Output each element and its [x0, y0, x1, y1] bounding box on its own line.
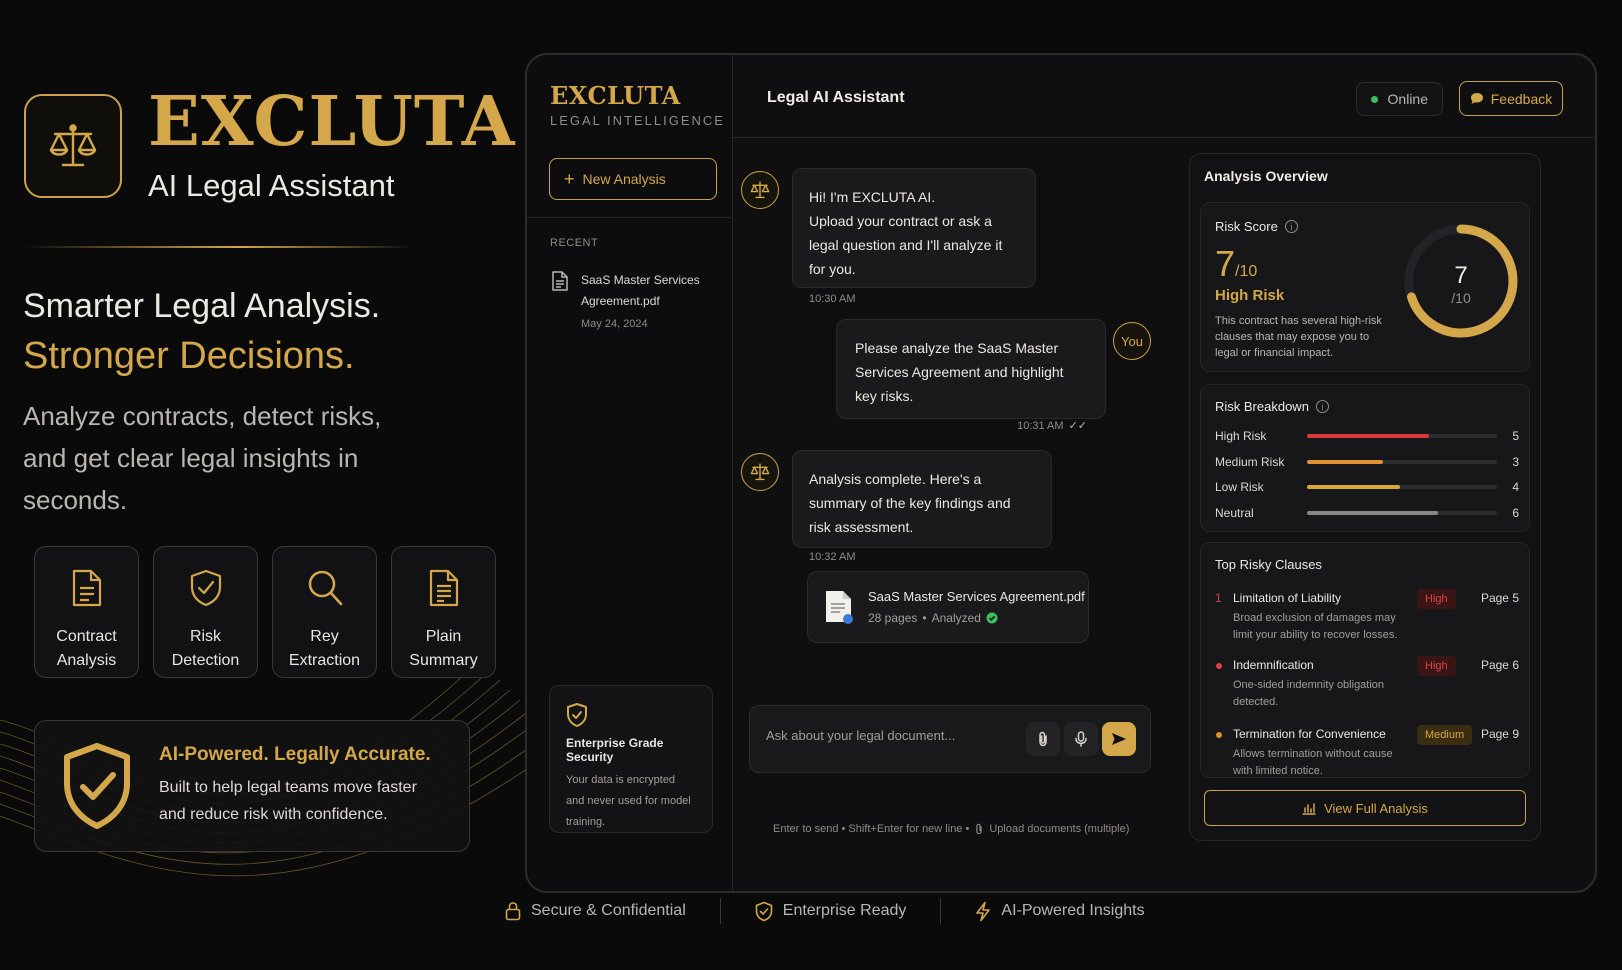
risk-score-header — [1215, 219, 1298, 234]
chat-bubble-icon — [1470, 92, 1484, 105]
clause-item[interactable] — [1215, 591, 1519, 641]
scales-icon — [749, 461, 771, 483]
severity-badge: High — [1417, 589, 1456, 609]
footer-label: Enterprise Ready — [782, 902, 907, 919]
breakdown-row — [1215, 478, 1519, 496]
user-message — [836, 319, 1106, 432]
message-text: Analysis complete. Here's a summary of the key findings and risk assessment. — [809, 471, 1011, 535]
risk-score-label: Risk Score — [1215, 219, 1278, 234]
gauge-value: 7 — [1454, 262, 1468, 289]
shield-check-icon — [566, 702, 588, 728]
feature-contract-analysis — [34, 546, 139, 678]
message-composer — [749, 705, 1151, 773]
footer-item-insights — [975, 901, 1144, 922]
scales-icon — [45, 118, 101, 174]
risky-clauses-label: Top Risky Clauses — [1215, 557, 1322, 572]
info-icon[interactable]: i — [1316, 400, 1329, 413]
file-name: SaaS Master Services Agreement.pdf — [868, 589, 1085, 604]
feature-list — [34, 546, 496, 678]
view-full-label: View Full Analysis — [1324, 800, 1428, 816]
breakdown-value: 6 — [1512, 505, 1519, 520]
breakdown-track — [1307, 485, 1497, 489]
info-icon[interactable]: i — [1285, 220, 1298, 233]
new-analysis-button[interactable] — [549, 158, 717, 200]
brand-subtitle: AI Legal Assistant — [148, 168, 395, 203]
document-icon — [71, 568, 103, 608]
paperclip-icon — [974, 823, 984, 835]
magnifier-icon — [306, 568, 344, 608]
risk-level: High Risk — [1215, 287, 1285, 304]
lightning-icon — [975, 901, 991, 922]
upload-documents-link[interactable]: Upload documents (multiple) — [989, 823, 1130, 835]
breakdown-bar — [1307, 511, 1438, 515]
analysis-title: Analysis Overview — [1204, 168, 1328, 184]
new-analysis-label: New Analysis — [582, 171, 666, 187]
double-check-icon: ✓✓ — [1068, 420, 1087, 432]
orange-dot-icon — [1216, 732, 1222, 738]
recent-item-date: May 24, 2024 — [581, 318, 648, 330]
brand-name: EXCLUTA — [148, 82, 516, 162]
clause-page: Page 6 — [1480, 658, 1519, 672]
scales-icon — [749, 179, 771, 201]
microphone-button[interactable] — [1064, 722, 1098, 756]
risk-breakdown-label: Risk Breakdown — [1215, 399, 1309, 414]
clause-item[interactable] — [1215, 727, 1519, 777]
clause-title: Indemnification — [1233, 658, 1314, 672]
recent-item[interactable] — [551, 270, 701, 330]
status-text: Online — [1387, 91, 1428, 107]
breakdown-label: Neutral — [1215, 505, 1254, 520]
meta-separator: • — [922, 611, 927, 625]
breakdown-bar — [1307, 460, 1383, 464]
message-time-row — [855, 414, 1087, 438]
message-text: Please analyze the SaaS Master Services Agreement and highlight key risks. — [855, 340, 1064, 404]
breakdown-label: Medium Risk — [1215, 454, 1285, 469]
gauge-max: /10 — [1451, 290, 1471, 306]
breakdown-label: High Risk — [1215, 429, 1267, 443]
breakdown-value: 5 — [1512, 429, 1519, 443]
breakdown-bar — [1307, 434, 1429, 438]
headline-line1: Smarter Legal Analysis. — [23, 287, 381, 325]
attached-file-card[interactable] — [807, 571, 1089, 643]
page-title: Legal AI Assistant — [767, 89, 905, 106]
logo — [24, 94, 122, 198]
message-time: 10:31 AM — [1017, 420, 1064, 432]
red-dot-icon — [1216, 663, 1222, 669]
brand-header — [24, 82, 516, 204]
recent-label: RECENT — [550, 237, 599, 249]
promo-card — [34, 720, 470, 852]
risk-breakdown-card — [1200, 384, 1530, 532]
composer-hint — [773, 823, 1129, 835]
tagline: Analyze contracts, detect risks, and get clear legal insights in seconds. — [23, 401, 382, 515]
ai-message — [792, 168, 1036, 305]
message-time: 10:32 AM — [809, 551, 856, 563]
clause-page: Page 5 — [1480, 591, 1519, 605]
user-avatar: You — [1113, 322, 1151, 360]
clause-title: Limitation of Liability — [1233, 591, 1342, 605]
divider — [24, 246, 414, 248]
breakdown-value: 3 — [1512, 454, 1519, 469]
sidebar-brand — [550, 81, 725, 128]
breakdown-track — [1307, 434, 1497, 438]
score-max: /10 — [1235, 263, 1258, 280]
clause-item[interactable] — [1215, 658, 1519, 708]
clause-description: One-sided indemnity obligation detected. — [1233, 679, 1385, 708]
sidebar — [527, 55, 733, 891]
score-value: 7 — [1215, 243, 1236, 284]
score-value-row — [1215, 243, 1257, 285]
sidebar-brand-sub: LEGAL INTELLIGENCE — [550, 113, 725, 128]
clause-description: Broad exclusion of damages may limit your ability to recover losses. — [1233, 612, 1398, 641]
feature-label: Contract Analysis — [56, 628, 117, 669]
breakdown-track — [1307, 511, 1497, 515]
sidebar-brand-name: EXCLUTA — [550, 81, 681, 110]
shield-check-icon — [755, 901, 773, 922]
severity-badge: High — [1417, 656, 1456, 676]
app-window — [525, 53, 1597, 893]
footer-item-enterprise — [755, 901, 907, 922]
security-card — [549, 685, 713, 833]
message-text: Upload your contract or ask a legal question and I'll analyze it for you. — [809, 213, 1003, 277]
feedback-button[interactable] — [1459, 81, 1563, 116]
footer-label: Secure & Confidential — [531, 902, 686, 919]
analysis-panel — [1189, 153, 1541, 841]
document-lines-icon — [428, 568, 460, 608]
file-status: Analyzed — [931, 611, 981, 625]
check-circle-icon — [986, 612, 998, 624]
hint-send-text: Enter to send • Shift+Enter for new line • — [773, 823, 970, 835]
attach-button[interactable] — [1026, 722, 1060, 756]
feature-plain-summary — [391, 546, 496, 678]
clause-number: 1 — [1215, 591, 1222, 605]
footer-separator — [940, 898, 941, 924]
breakdown-row — [1215, 453, 1519, 471]
breakdown-value: 4 — [1512, 480, 1519, 494]
breakdown-row — [1215, 504, 1519, 522]
pdf-file-icon — [824, 589, 854, 625]
risk-gauge — [1401, 221, 1521, 341]
risk-breakdown-header — [1215, 399, 1329, 414]
shield-check-icon — [188, 568, 224, 608]
file-icon — [551, 270, 569, 292]
risky-clauses-card — [1200, 542, 1530, 778]
feature-risk-detection — [153, 546, 258, 678]
file-pages: 28 pages — [868, 611, 918, 625]
status-badge — [1356, 82, 1443, 116]
shield-check-icon — [61, 741, 133, 831]
top-bar — [733, 55, 1595, 138]
promo-description: Built to help legal teams move faster and reduce risk with confidence. — [159, 779, 417, 823]
message-time: 10:30 AM — [809, 293, 856, 305]
severity-badge: Medium — [1417, 725, 1472, 745]
security-title: Enterprise Grade Security — [566, 736, 664, 764]
file-meta — [868, 611, 1085, 625]
promo-title: AI-Powered. Legally Accurate. — [159, 744, 431, 765]
send-button[interactable] — [1102, 722, 1136, 756]
message-input[interactable] — [766, 724, 1016, 746]
feature-label: Plain Summary — [409, 628, 478, 669]
online-dot-icon — [1371, 96, 1378, 103]
headline-line2: Stronger Decisions. — [23, 335, 355, 377]
footer-item-secure — [505, 901, 686, 921]
send-arrow-icon — [1111, 732, 1127, 746]
lock-icon — [505, 901, 521, 921]
feature-key-extraction — [272, 546, 377, 678]
security-description: Your data is encrypted and never used for model training. — [566, 774, 691, 828]
feedback-label: Feedback — [1490, 90, 1553, 107]
breakdown-label: Low Risk — [1215, 480, 1264, 494]
plus-icon: + — [564, 169, 575, 189]
feature-label: Risk Detection — [171, 628, 240, 669]
breakdown-track — [1307, 460, 1497, 464]
clause-title: Termination for Convenience — [1233, 727, 1386, 741]
footer-separator — [720, 898, 721, 924]
risk-score-card — [1200, 202, 1530, 372]
message-text: Hi! I'm EXCLUTA AI. — [809, 189, 936, 205]
clause-page: Page 9 — [1480, 727, 1519, 741]
bar-chart-icon — [1302, 802, 1316, 815]
footer-badges — [505, 895, 1145, 927]
risk-description: This contract has several high-risk clauses that may expose you to legal or financial impact. — [1215, 315, 1382, 359]
paperclip-icon — [1036, 731, 1050, 747]
microphone-icon — [1075, 731, 1087, 747]
ai-message — [792, 450, 1052, 563]
clause-description: Allows termination without cause with limited notice. — [1233, 748, 1393, 777]
feature-label: Rey Extraction — [288, 628, 361, 669]
ai-avatar — [741, 171, 779, 209]
ai-avatar — [741, 453, 779, 491]
footer-label: AI-Powered Insights — [1001, 902, 1145, 919]
breakdown-row — [1215, 427, 1519, 445]
sidebar-divider — [527, 217, 733, 218]
recent-item-name: SaaS Master Services Agreement.pdf — [581, 273, 700, 308]
view-full-analysis-button[interactable] — [1204, 790, 1526, 826]
breakdown-bar — [1307, 485, 1400, 489]
